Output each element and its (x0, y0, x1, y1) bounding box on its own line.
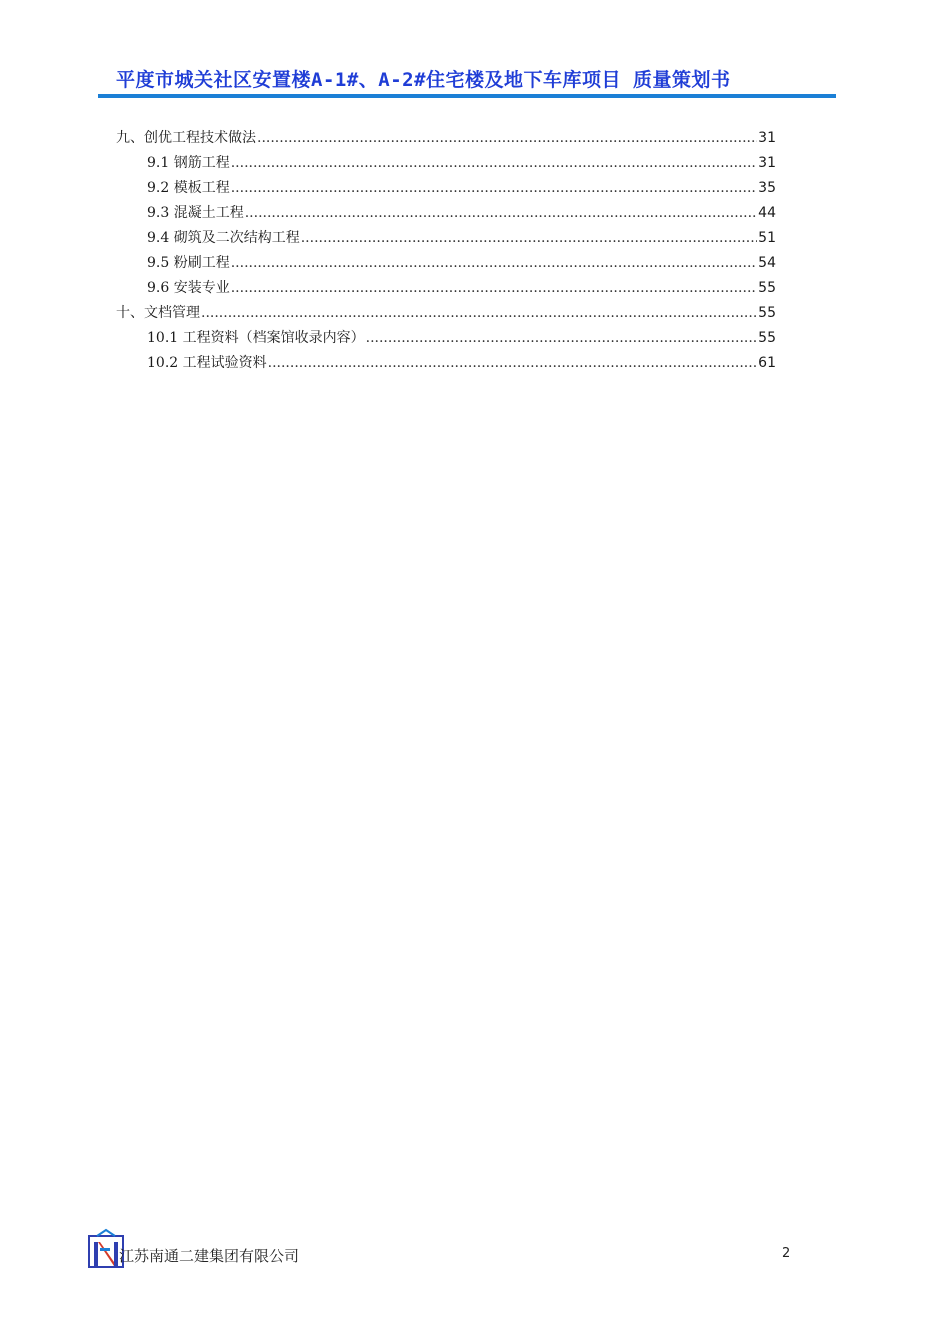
toc-entry-page: 55 (758, 330, 776, 346)
toc-entry-label: 9.5 粉刷工程 (147, 255, 230, 271)
toc-entry-label: 10.1 工程资料（档案馆收录内容） (147, 330, 365, 346)
toc-entry[interactable] (116, 127, 776, 152)
toc-leader-dots (231, 152, 757, 174)
toc-entry[interactable] (116, 302, 776, 327)
toc-entry-page: 35 (758, 180, 776, 196)
toc-entry-label: 9.1 钢筋工程 (147, 155, 230, 171)
toc-entry-label: 9.3 混凝土工程 (147, 205, 244, 221)
toc-leader-dots (231, 277, 757, 299)
toc-leader-dots (257, 127, 757, 149)
toc-entry-label: 九、创优工程技术做法 (116, 130, 256, 146)
toc-entry-page: 31 (758, 130, 776, 146)
toc-entry-page: 55 (758, 305, 776, 321)
toc-entry[interactable] (116, 352, 776, 377)
toc-leader-dots (366, 327, 758, 349)
toc-leader-dots (301, 227, 757, 249)
footer-company-name: 江苏南通二建集团有限公司 (119, 1247, 300, 1265)
toc-leader-dots (245, 202, 757, 224)
toc-entry[interactable] (116, 152, 776, 177)
toc-leader-dots (231, 177, 757, 199)
table-of-contents (116, 127, 776, 377)
toc-entry[interactable] (116, 277, 776, 302)
toc-entry[interactable] (116, 327, 776, 352)
toc-entry-label: 十、文档管理 (116, 305, 200, 321)
toc-leader-dots (201, 302, 757, 324)
toc-entry-page: 31 (758, 155, 776, 171)
toc-entry-label: 9.6 安装专业 (147, 280, 230, 296)
toc-entry-page: 55 (758, 280, 776, 296)
toc-entry[interactable] (116, 202, 776, 227)
toc-entry-label: 10.2 工程试验资料 (147, 355, 267, 371)
toc-entry-page: 54 (758, 255, 776, 271)
toc-entry-page: 44 (758, 205, 776, 221)
toc-leader-dots (231, 252, 757, 274)
toc-entry-label: 9.4 砌筑及二次结构工程 (147, 230, 300, 246)
footer-page-number: 2 (782, 1246, 791, 1261)
toc-entry-page: 61 (758, 355, 776, 371)
header-divider (98, 94, 836, 98)
toc-entry[interactable] (116, 252, 776, 277)
toc-entry-label: 9.2 模板工程 (147, 180, 230, 196)
toc-entry-page: 51 (758, 230, 776, 246)
toc-leader-dots (268, 352, 758, 374)
page-header-title: 平度市城关社区安置楼A-1#、A-2#住宅楼及地下车库项目 质量策划书 (116, 69, 731, 91)
toc-entry[interactable] (116, 227, 776, 252)
toc-entry[interactable] (116, 177, 776, 202)
